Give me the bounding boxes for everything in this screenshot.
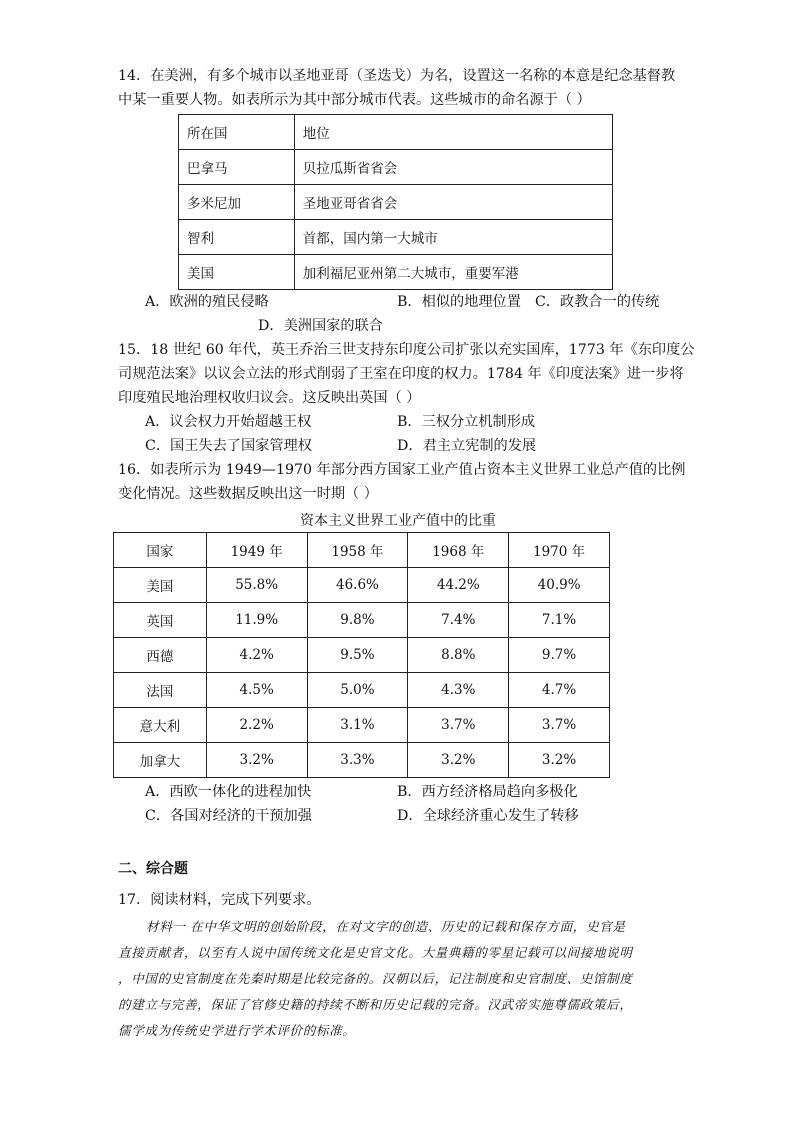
- table-cell: 4.7%: [509, 673, 610, 708]
- q14-table: [178, 114, 613, 290]
- table-cell: 5.0%: [307, 673, 408, 708]
- table-header-cell: 地位: [294, 115, 612, 150]
- table-row: [114, 743, 610, 778]
- table-cell: 加利福尼亚州第二大城市，重要军港: [294, 255, 612, 290]
- table-cell: 3.2%: [206, 743, 307, 778]
- table-cell: 7.4%: [408, 603, 509, 638]
- q16-option-b: B．西方经济格局趋向多极化: [397, 784, 578, 800]
- table-cell: 巴拿马: [179, 150, 295, 185]
- table-cell: 2.2%: [206, 708, 307, 743]
- table-header-cell: 所在国: [179, 115, 295, 150]
- table-cell: 46.6%: [307, 568, 408, 603]
- table-cell: 西德: [114, 638, 207, 673]
- table-cell: 3.7%: [408, 708, 509, 743]
- q16-option-d: D．全球经济重心发生了转移: [397, 808, 579, 824]
- table-row: [179, 150, 613, 185]
- table-row: [179, 255, 613, 290]
- table-cell: 3.2%: [408, 743, 509, 778]
- table-cell: 40.9%: [509, 568, 610, 603]
- table-header-row: [179, 115, 613, 150]
- q14-option-d: D．美洲国家的联合: [258, 318, 383, 334]
- table-cell: 3.2%: [509, 743, 610, 778]
- table-row: [114, 708, 610, 743]
- q14-stem-line2: 中某一重要人物。如表所示为其中部分城市代表。这些城市的命名源于（ ）: [118, 92, 591, 108]
- q14-option-b: B．相似的地理位置: [397, 294, 521, 310]
- table-cell: 44.2%: [408, 568, 509, 603]
- table-cell: 法国: [114, 673, 207, 708]
- q16-option-c: C．各国对经济的干预加强: [145, 808, 312, 824]
- table-header-cell: 1949 年: [206, 533, 307, 568]
- q15-option-c: C．国王失去了国家管理权: [145, 438, 312, 454]
- section-title: 二、综合题: [118, 861, 188, 877]
- table-row: [114, 603, 610, 638]
- table-cell: 9.5%: [307, 638, 408, 673]
- q15-option-a: A．议会权力开始超越王权: [145, 414, 312, 430]
- table-cell: 美国: [114, 568, 207, 603]
- table-cell: 加拿大: [114, 743, 207, 778]
- table-cell: 3.3%: [307, 743, 408, 778]
- table-row: [114, 673, 610, 708]
- table-header-cell: 1970 年: [509, 533, 610, 568]
- q17-material-line: 材料一 在中华文明的创始阶段，在对文字的创造、历史的记载和保存方面，史官是: [146, 919, 626, 934]
- table-cell: 美国: [179, 255, 295, 290]
- table-cell: 11.9%: [206, 603, 307, 638]
- table-header-cell: 国家: [114, 533, 207, 568]
- table-row: [179, 220, 613, 255]
- q17-stem: 17．阅读材料，完成下列要求。: [118, 892, 321, 908]
- q14-option-a: A．欧洲的殖民侵略: [145, 294, 269, 310]
- q16-stem-line1: 16．如表所示为 1949—1970 年部分西方国家工业产值占资本主义世界工业总产值的比例: [118, 462, 686, 478]
- table-cell: 4.3%: [408, 673, 509, 708]
- table-header-row: [114, 533, 610, 568]
- table-cell: 55.8%: [206, 568, 307, 603]
- table-cell: 8.8%: [408, 638, 509, 673]
- q15-option-b: B．三权分立机制形成: [397, 414, 536, 430]
- q16-table: [113, 532, 610, 778]
- table-cell: 圣地亚哥省省会: [294, 185, 612, 220]
- table-row: [114, 638, 610, 673]
- table-cell: 4.2%: [206, 638, 307, 673]
- q14-stem-line1: 14．在美洲，有多个城市以圣地亚哥（圣迭戈）为名，设置这一名称的本意是纪念基督教: [118, 68, 676, 84]
- table-cell: 9.8%: [307, 603, 408, 638]
- table-cell: 意大利: [114, 708, 207, 743]
- q15-option-d: D．君主立宪制的发展: [397, 438, 537, 454]
- table-header-cell: 1958 年: [307, 533, 408, 568]
- table-header-cell: 1968 年: [408, 533, 509, 568]
- q16-stem-line2: 变化情况。这些数据反映出这一时期（ ）: [118, 486, 378, 502]
- table-cell: 英国: [114, 603, 207, 638]
- q17-material-line: 的建立与完善，保证了官修史籍的持续不断和历史记载的完备。汉武帝实施尊儒政策后，: [118, 997, 633, 1012]
- q14-option-c: C．政教合一的传统: [535, 294, 660, 310]
- table-cell: 多米尼加: [179, 185, 295, 220]
- q17-material-line: ，中国的史官制度在先秦时期是比较完备的。汉朝以后，记注制度和史官制度、史馆制度: [118, 971, 633, 986]
- table-row: [114, 568, 610, 603]
- table-cell: 首都，国内第一大城市: [294, 220, 612, 255]
- q15-stem-line3: 印度殖民地治理权收归议会。这反映出英国（ ）: [118, 390, 421, 406]
- q15-stem-line1: 15．18 世纪 60 年代，英王乔治三世支持东印度公司扩张以充实国库，1773 年《东印度公: [118, 342, 695, 358]
- table-cell: 3.7%: [509, 708, 610, 743]
- q16-option-a: A．西欧一体化的进程加快: [145, 784, 312, 800]
- table-cell: 4.5%: [206, 673, 307, 708]
- table-cell: 智利: [179, 220, 295, 255]
- table-cell: 9.7%: [509, 638, 610, 673]
- table-cell: 贝拉瓜斯省省会: [294, 150, 612, 185]
- table-cell: 7.1%: [509, 603, 610, 638]
- table-cell: 3.1%: [307, 708, 408, 743]
- q16-table-caption: 资本主义世界工业产值中的比重: [300, 513, 496, 529]
- q17-material-line: 儒学成为传统史学进行学术评价的标准。: [118, 1023, 356, 1038]
- q17-material-line: 直接贡献者，以至有人说中国传统文化是史官文化。大量典籍的零星记载可以间接地说明: [118, 945, 633, 960]
- table-row: [179, 185, 613, 220]
- q15-stem-line2: 司规范法案》以议会立法的形式削弱了王室在印度的权力。1784 年《印度法案》进一步将: [118, 366, 684, 382]
